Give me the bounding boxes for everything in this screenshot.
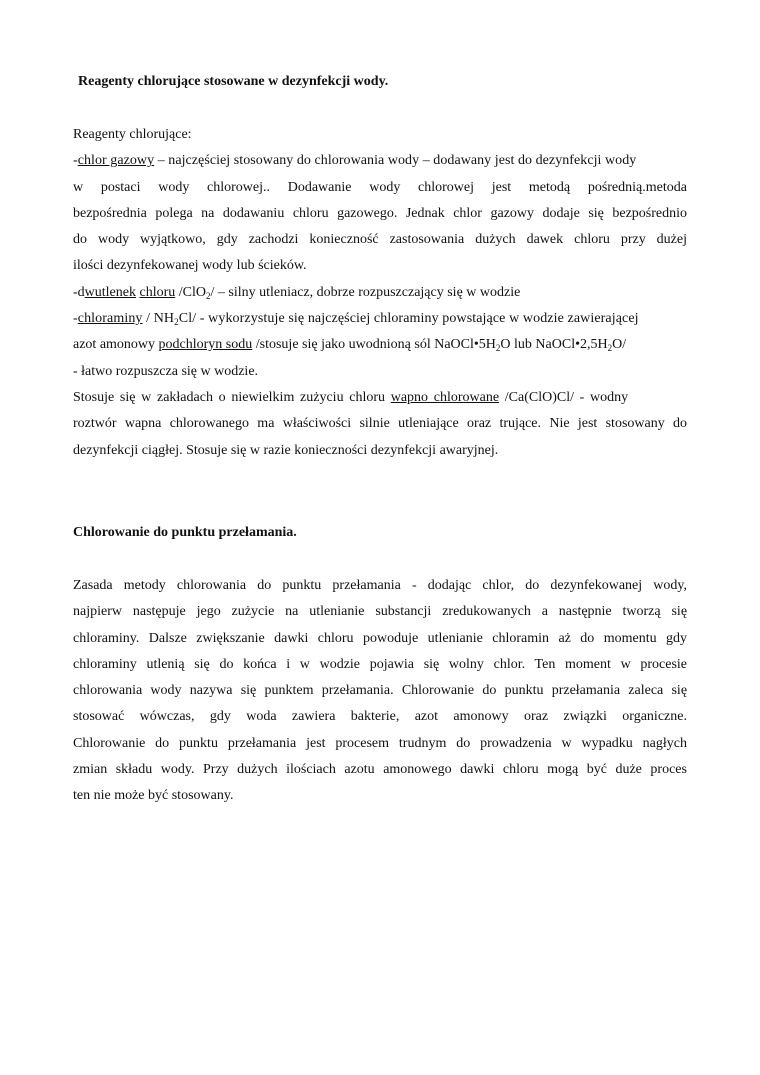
section-heading-reagents: Reagenty chlorujące stosowane w dezynfekcji wody. xyxy=(78,74,389,89)
subscript: 2 xyxy=(607,343,613,354)
paragraph-line: Chlorowanie do punktu przełamania jest procesem trudnym do prowadzenia w wypadku nagłych xyxy=(73,735,687,751)
paragraph-line: Reagenty chlorujące: xyxy=(73,127,192,142)
paragraph-line xyxy=(73,280,687,306)
section-heading-breakpoint: Chlorowanie do punktu przełamania. xyxy=(73,525,297,540)
paragraph-line xyxy=(73,148,687,174)
text-fragment: /Ca(ClO)Cl/ - wodny xyxy=(499,389,629,405)
section-breakpoint-body xyxy=(73,573,687,810)
paragraph-line: najpierw następuje jego zużycie na utlenianie substancji zredukowanych a następnie tworzą się xyxy=(73,604,688,620)
paragraph-line: chloraminy. Dalsze zwiększanie dawki chloru powoduje utlenianie chloramin aż do momentu gdy xyxy=(73,630,688,646)
text-fragment: Cl/ - wykorzystuje się najczęściej chloraminy powstające w wodzie zawierającej xyxy=(178,311,639,327)
underlined-term: chloru xyxy=(139,284,176,300)
section-reagents-body xyxy=(73,122,687,464)
paragraph-line: w postaci wody chlorowej.. Dodawanie wody chlorowej jest metodą pośrednią.metoda xyxy=(73,179,687,195)
text-fragment: -d xyxy=(73,284,85,300)
text-fragment: O lub NaOCl•2,5H xyxy=(500,337,608,353)
subscript: 2 xyxy=(495,343,501,354)
paragraph-line: - łatwo rozpuszcza się w wodzie. xyxy=(73,363,259,379)
paragraph-line: dezynfekcji ciągłej. Stosuje się w razie konieczności dezynfekcji awaryjnej. xyxy=(73,442,499,458)
paragraph-line: roztwór wapna chlorowanego ma właściwości silnie utleniające oraz trujące. Nie jest stosowany do xyxy=(73,416,688,432)
underlined-term: chloraminy xyxy=(77,311,143,327)
text-fragment: / – silny utleniacz, dobrze rozpuszczający się w wodzie xyxy=(210,284,521,300)
text-fragment: Stosuje się w zakładach o niewielkim zużyciu chloru xyxy=(73,389,391,405)
text-fragment: - xyxy=(73,311,78,327)
underlined-term: chlor gazowy xyxy=(77,153,155,169)
paragraph-line: chloraminy utlenią się do końca i w wodzie pojawia się wolny chlor. Ten moment w procesie xyxy=(73,656,687,672)
paragraph-line xyxy=(73,385,687,411)
paragraph-line: zmian składu wody. Przy dużych ilościach azotu amonowego dawki chloru mogą być duże proces xyxy=(73,762,687,778)
paragraph-line xyxy=(73,306,687,332)
text-fragment: /stosuje się jako uwodnioną sól NaOCl•5H xyxy=(252,337,496,353)
text-fragment: /ClO xyxy=(175,284,206,300)
underlined-term: podchloryn sodu xyxy=(158,337,253,353)
text-fragment: / NH xyxy=(142,311,175,327)
text-fragment: - xyxy=(73,153,78,169)
paragraph-line: do wody wyjątkowo, gdy zachodzi konieczność zastosowania dużych dawek chloru przy dużej xyxy=(73,232,687,248)
paragraph-line: stosować wówczas, gdy woda zawiera bakterie, azot amonowy oraz związki organiczne. xyxy=(73,709,687,725)
text-fragment: azot amonowy xyxy=(73,337,159,353)
paragraph-line: bezpośrednia polega na dodawaniu chloru gazowego. Jednak chlor gazowy dodaje się bezpośrednio xyxy=(73,205,688,221)
paragraph-line: ilości dezynfekowanej wody lub ścieków. xyxy=(73,258,307,274)
subscript: 2 xyxy=(174,317,179,328)
paragraph-line xyxy=(73,332,687,358)
text-fragment: O/ xyxy=(612,337,627,353)
text-fragment: – najczęściej stosowany do chlorowania wody – dodawany jest do dezynfekcji wody xyxy=(154,153,637,169)
subscript: 2 xyxy=(206,290,211,301)
underlined-term: wapno chlorowane xyxy=(390,389,500,405)
underlined-term: wutlenek xyxy=(84,284,136,300)
paragraph-line: ten nie może być stosowany. xyxy=(73,788,234,804)
paragraph-line: Zasada metody chlorowania do punktu przełamania - dodając chlor, do dezynfekowanej wody, xyxy=(73,578,687,593)
paragraph-line: chlorowania wody nazywa się punktem przełamania. Chlorowanie do punktu przełamania zaleca się xyxy=(73,683,688,699)
